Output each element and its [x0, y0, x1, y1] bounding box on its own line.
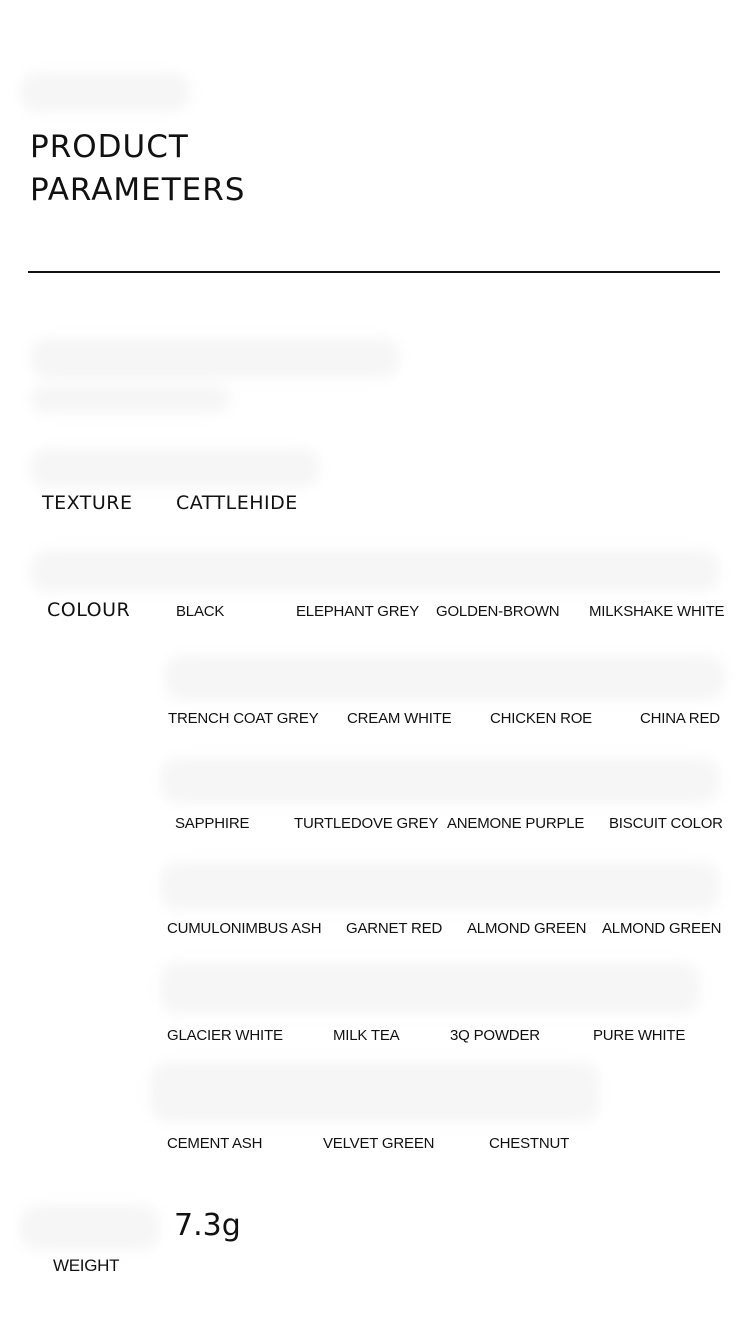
colour-option: 3Q POWDER [450, 1027, 540, 1044]
colour-option: CHICKEN ROE [490, 710, 592, 727]
ghost-block [30, 385, 230, 413]
title-line-1: PRODUCT [30, 129, 189, 165]
ghost-block [30, 338, 400, 378]
ghost-block [20, 1205, 160, 1250]
title-line-2: PARAMETERS [30, 172, 246, 208]
colour-option: CHINA RED [640, 710, 720, 727]
colour-option: MILK TEA [333, 1027, 400, 1044]
colour-option: PURE WHITE [593, 1027, 686, 1044]
colour-option: BISCUIT COLOR [609, 815, 723, 832]
colour-option: ANEMONE PURPLE [447, 815, 585, 832]
weight-label: WEIGHT [53, 1256, 120, 1275]
colour-option: SAPPHIRE [175, 815, 250, 832]
colour-option: TRENCH COAT GREY [168, 710, 319, 727]
ghost-block [150, 1062, 600, 1122]
weight-value: 7.3g [174, 1208, 241, 1243]
colour-option: GARNET RED [346, 920, 443, 937]
colour-option: TURTLEDOVE GREY [294, 815, 439, 832]
colour-option: CEMENT ASH [167, 1135, 263, 1152]
ghost-block [160, 862, 720, 910]
ghost-block [30, 550, 720, 592]
colour-option: GLACIER WHITE [167, 1027, 283, 1044]
ghost-block [20, 72, 190, 112]
colour-option: VELVET GREEN [323, 1135, 435, 1152]
ghost-block [160, 962, 700, 1014]
ghost-block [165, 655, 725, 700]
colour-label: COLOUR [47, 599, 131, 621]
title-divider [28, 271, 720, 273]
texture-value: CATTLEHIDE [176, 492, 298, 514]
colour-option: ALMOND GREEN [602, 920, 722, 937]
colour-option: BLACK [176, 603, 225, 620]
texture-label: TEXTURE [42, 492, 133, 514]
colour-option: CUMULONIMBUS ASH [167, 920, 322, 937]
ghost-block [160, 758, 720, 803]
page-title [30, 126, 245, 212]
ghost-block [30, 448, 320, 488]
colour-option: ELEPHANT GREY [296, 603, 419, 620]
colour-option: CREAM WHITE [347, 710, 452, 727]
colour-option: MILKSHAKE WHITE [589, 603, 725, 620]
colour-option: GOLDEN-BROWN [436, 603, 560, 620]
colour-option: CHESTNUT [489, 1135, 570, 1152]
colour-option: ALMOND GREEN [467, 920, 587, 937]
